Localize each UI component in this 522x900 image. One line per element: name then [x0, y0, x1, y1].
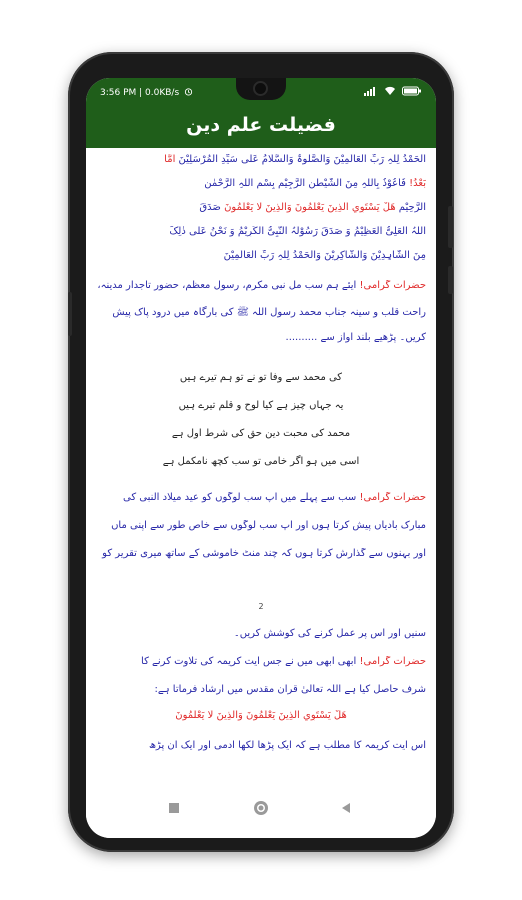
navigation-bar	[86, 790, 436, 838]
signal-icon	[364, 86, 378, 96]
front-camera	[255, 83, 266, 94]
arabic-line-3: الرَّحِیْمِ هَلْ يَسْتَوِي الَّذِينَ يَعْلَمُونَ وَالَّذِينَ لَا يَعْلَمُونَ صَدَقَ	[199, 202, 426, 213]
alarm-icon	[184, 87, 193, 96]
volume-button	[448, 206, 453, 248]
battery-icon	[402, 86, 422, 96]
urdu-line-6: اور بہنوں سے گذارش کرتا ہوں کہ چند منٹ خاموشی کے ساتھ میری تقریر کو	[102, 548, 426, 559]
screen	[86, 78, 436, 838]
urdu-line-1: حضرات گرامی! آیئے ہم سب مل نبی مکرم، رسول معظم، حضور تاجدار مدینہ،	[97, 280, 426, 291]
back-icon[interactable]	[340, 802, 352, 814]
arabic-line-2: بَعْدُ! فَاَعُوْذُ بِاللّٰہِ مِنَ الشَّیْطٰنِ الرَّجِیْمِ بِسْمِ اللّٰہِ الرَّحْمٰنِ	[204, 178, 426, 189]
camera-notch	[236, 78, 286, 100]
arabic-line-5: مِنَ الشَّاہِدِیْنَ وَالشَّاکِرِیْنَ وَالْحَمْدُ لِلّٰہِ رَبِّ الْعَالَمِیْنَ	[223, 250, 426, 261]
page-title: فضیلت علم دین	[186, 114, 336, 136]
urdu-line-7: سنیں اور اس پر عمل کرنے کی کوشش کریں۔	[233, 628, 426, 639]
status-time: 3:56 PM | 0.0KB/s	[100, 87, 193, 98]
home-icon[interactable]	[253, 800, 269, 816]
arabic-line-1: اَلْحَمْدُ لِلّٰہِ رَبِّ الْعَالَمِیْنَ وَالصَّلٰوۃُ وَالسَّلَامُ عَلٰی سَیِّدِ الْمُرْسَلِیْنَ اَمَّا	[164, 154, 426, 165]
page-number: 2	[258, 602, 264, 611]
poem-line-3: محمد کی محبت دین حق کی شرط اول ہے	[171, 428, 351, 439]
recent-apps-icon[interactable]	[168, 802, 180, 814]
document-content[interactable]	[86, 148, 436, 776]
urdu-line-4: حضرات گرامی! سب سے پہلے میں آپ سب لوگوں کو عید میلاد النبی کی	[122, 492, 426, 503]
urdu-line-11: اس آیت کریمہ کا مطلب ہے کہ ایک پڑھا لکھا آدمی اور ایک ان پڑھ	[148, 740, 426, 751]
ayah-quote: هَلْ يَسْتَوِي الَّذِينَ يَعْلَمُونَ وَالَّذِينَ لَا يَعْلَمُونَ	[175, 710, 347, 721]
poem-line-2: یہ جہاں چیز ہے کیا لوح و قلم تیرے ہیں	[178, 400, 344, 411]
power-button	[448, 266, 453, 294]
urdu-line-3: کریں۔ پڑھیے بلند آواز سے ..........	[285, 332, 426, 343]
app-bar	[86, 106, 436, 148]
poem-line-4: اسی میں ہو اگر خامی تو سب کچھ نامکمل ہے	[162, 456, 360, 467]
wifi-icon	[384, 86, 396, 96]
side-button	[68, 292, 72, 336]
urdu-line-8: حضرات گرامی! ابھی ابھی میں نے جس آیت کریمہ کی تلاوت کرنے کا	[141, 656, 426, 667]
urdu-line-2: راحت قلب و سینہ جناب محمد رسول اللہ ﷺ کی بارگاہ میں درود پاک پیش	[112, 307, 426, 318]
status-icons	[364, 86, 422, 96]
status-bar	[86, 78, 436, 106]
urdu-line-9: شرف حاصل کیا ہے اللہ تعالیٰ قرآن مقدس میں ارشاد فرماتا ہے:	[154, 684, 426, 695]
poem-line-1: کی محمد سے وفا تو نے تو ہم تیرے ہیں	[179, 372, 343, 383]
urdu-line-5: مبارک بادیاں پیش کرتا ہوں اور آپ سب لوگوں سے خاص طور سے اپنی ماں	[111, 520, 426, 531]
arabic-line-4: اللّٰہُ الْعَلِیُّ الْعَظِیْمُ وَ صَدَقَ رَسُوْلُہُ النَّبِیُّ الْکَرِیْمُ وَ نَحْنُ عَلٰی ذٰلِکَ	[169, 226, 426, 237]
